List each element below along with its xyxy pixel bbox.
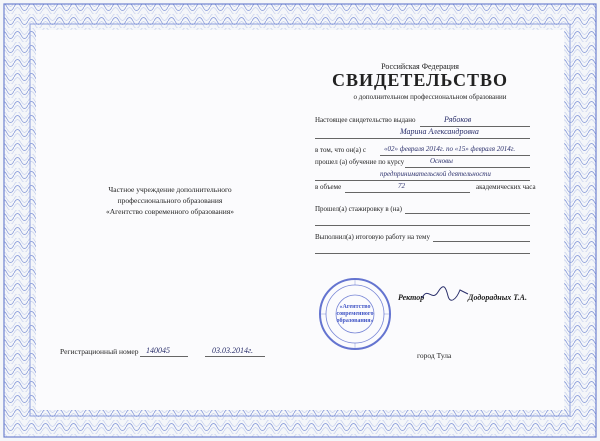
program-value-1: Основы [430,157,453,165]
internship-line-2 [315,225,530,226]
certificate-subtitle: о дополнительном профессиональном образовании [353,93,507,101]
final-work-line-1 [433,241,530,242]
volume-label: в объеме [315,183,342,191]
org-line-2: профессионального образования [117,196,223,205]
volume-line [345,192,470,193]
stamp-text-1: «Агентство [339,304,371,310]
reg-number-line [140,356,188,357]
volume-value: 72 [398,182,405,190]
handwritten-signature [420,284,470,304]
registration-label: Регистрационный номер [60,347,139,356]
final-work-label: Выполнил(а) итоговую работу на тему [315,233,430,241]
surname-value: Рябоков [444,115,472,124]
signature-role: Ректор [398,293,425,302]
period-value: «02» февраля 2014г. по «15» февраля 2014г. [384,145,516,153]
final-work-line-2 [315,253,530,254]
internship-label: Прошел(а) стажировку в (на) [315,205,402,213]
registration-number: 140045 [146,346,170,355]
volume-unit: академических часа [476,183,536,191]
registration-date: 03.03.2014г. [212,346,254,355]
country-name: Российская Федерация [381,62,459,71]
internship-line-1 [405,213,530,214]
period-label: в том, что он(а) с [315,146,366,154]
program-line-1 [405,167,530,168]
org-line-1: Частное учреждение дополнительного [108,185,232,194]
city-name: город Тула [417,351,452,360]
stamp-text-2: современного [336,311,374,317]
given-names-value: Марина Александровна [400,127,479,136]
org-line-3: «Агентство современного образования» [106,207,234,216]
certificate-title: СВИДЕТЕЛЬСТВО [331,70,509,90]
program-value-2: предпринимательской деятельности [380,170,491,178]
issued-to-label: Настоящее свидетельство выдано [315,116,416,124]
period-line [380,155,530,156]
program-label: прошел (а) обучение по курсу [315,158,405,166]
stamp-text-3: образования» [336,318,374,324]
signature-name: Додорадных Т.А. [468,293,528,302]
given-names-line [315,138,530,139]
date-line [205,356,265,357]
program-line-2 [315,180,530,181]
